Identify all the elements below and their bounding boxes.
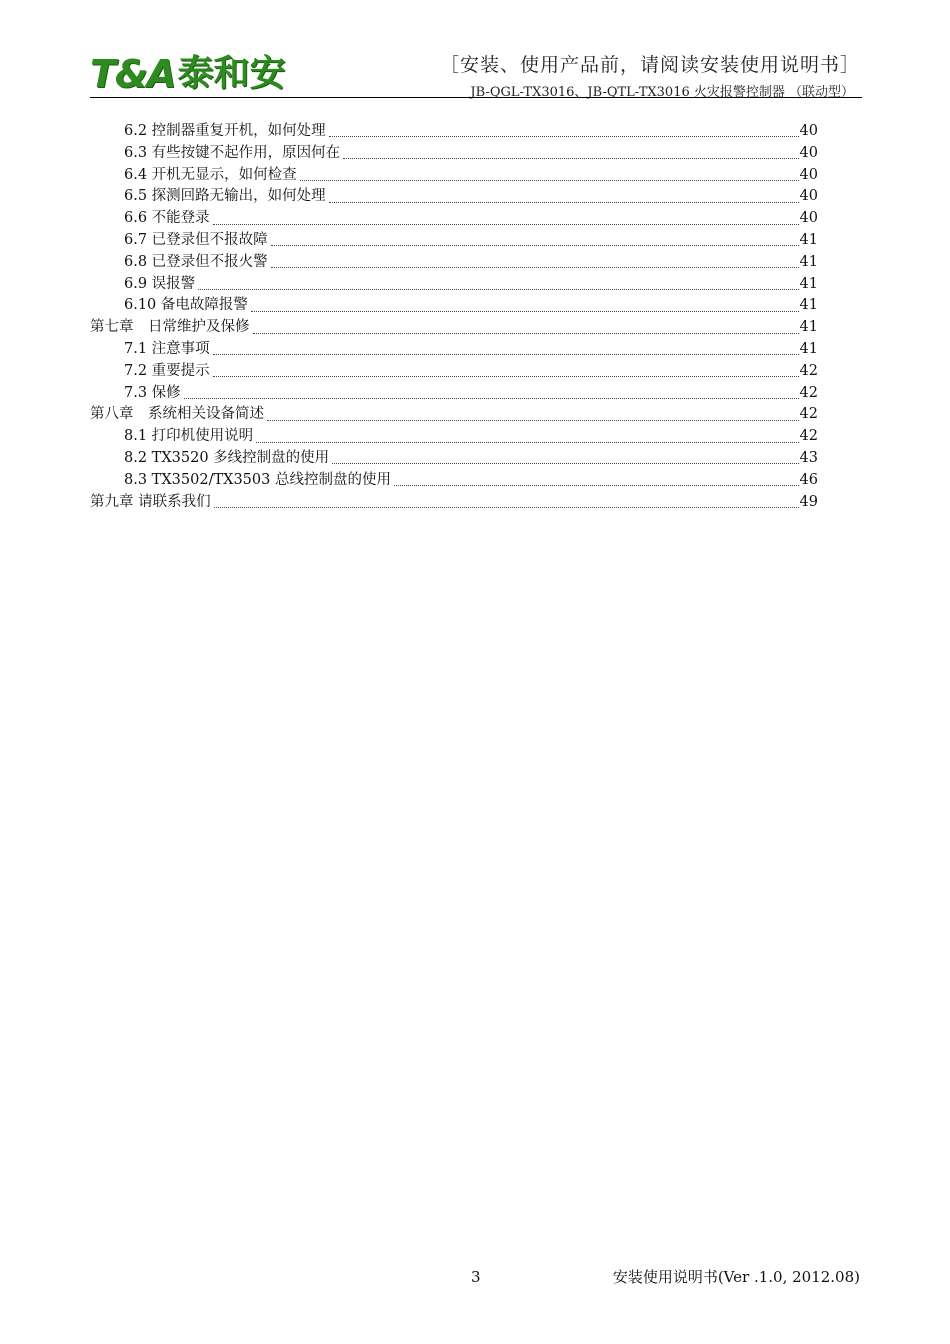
toc-entry-page: 40: [799, 188, 818, 205]
toc-dot-leader: [267, 420, 799, 421]
toc-dot-leader: [271, 267, 799, 268]
header-product-model: JB-QGL-TX3016、JB-QTL-TX3016 火灾报警控制器 （联动型）: [470, 85, 854, 100]
toc-entry[interactable]: [90, 492, 818, 514]
toc-entry[interactable]: [90, 470, 818, 492]
toc-entry-title: 6.7 已登录但不报故障: [124, 231, 268, 248]
toc-dot-leader: [214, 507, 799, 508]
toc-entry[interactable]: [90, 121, 818, 143]
logo-chinese-text: 泰和安: [177, 53, 286, 94]
toc-dot-leader: [394, 485, 799, 486]
table-of-contents: [90, 121, 818, 513]
toc-entry-page: 41: [799, 253, 818, 270]
toc-entry-title: 7.2 重要提示: [124, 362, 210, 379]
header-read-manual-note: ［安装、使用产品前，请阅读安装使用说明书］: [439, 54, 860, 76]
toc-dot-leader: [332, 463, 798, 464]
toc-entry-page: 41: [799, 275, 818, 292]
toc-dot-leader: [251, 311, 799, 312]
toc-entry-title: 7.1 注意事项: [124, 340, 210, 357]
toc-dot-leader: [184, 398, 799, 399]
toc-entry[interactable]: [90, 295, 818, 317]
toc-entry[interactable]: [90, 165, 818, 187]
toc-entry[interactable]: [90, 448, 818, 470]
toc-entry-title: 6.6 不能登录: [124, 210, 210, 227]
toc-entry-title: 6.5 探测回路无输出，如何处理: [124, 188, 326, 205]
toc-entry-title: 8.1 打印机使用说明: [124, 428, 254, 445]
toc-entry[interactable]: [90, 274, 818, 296]
page-header: [90, 50, 860, 98]
company-logo: [90, 52, 285, 96]
toc-entry-title: 第八章 系统相关设备简述: [90, 406, 264, 423]
toc-entry[interactable]: [90, 383, 818, 405]
toc-dot-leader: [329, 202, 799, 203]
toc-dot-leader: [271, 245, 799, 246]
toc-entry-title: 6.9 误报警: [124, 275, 196, 292]
toc-entry[interactable]: [90, 186, 818, 208]
footer-manual-version: 安装使用说明书(Ver .1.0, 2012.08): [612, 1268, 860, 1286]
header-divider: [90, 97, 862, 98]
toc-dot-leader: [253, 333, 799, 334]
toc-entry-page: 41: [799, 319, 818, 336]
toc-entry-page: 41: [799, 231, 818, 248]
toc-entry[interactable]: [90, 230, 818, 252]
toc-entry-title: 第九章 请联系我们: [90, 493, 211, 510]
toc-dot-leader: [300, 180, 799, 181]
toc-entry-page: 43: [799, 449, 818, 466]
toc-dot-leader: [213, 354, 799, 355]
toc-entry[interactable]: [90, 208, 818, 230]
toc-entry-title: 8.2 TX3520 多线控制盘的使用: [124, 449, 330, 466]
toc-entry-title: 6.2 控制器重复开机，如何处理: [124, 123, 326, 139]
toc-dot-leader: [329, 136, 799, 137]
toc-entry-page: 40: [799, 144, 818, 161]
toc-entry[interactable]: [90, 404, 818, 426]
toc-entry-page: 42: [799, 428, 818, 445]
toc-dot-leader: [213, 376, 799, 377]
toc-entry[interactable]: [90, 317, 818, 339]
toc-entry-title: 6.8 已登录但不报火警: [124, 253, 268, 270]
toc-entry-title: 6.10 备电故障报警: [124, 297, 248, 314]
toc-entry-page: 41: [799, 340, 818, 357]
toc-entry-page: 49: [799, 493, 818, 510]
toc-entry-title: 第七章 日常维护及保修: [90, 319, 250, 336]
footer-page-number: 3: [471, 1268, 481, 1286]
logo-latin-text: T&A: [90, 52, 176, 96]
toc-entry-page: 41: [799, 297, 818, 314]
toc-entry[interactable]: [90, 426, 818, 448]
toc-entry[interactable]: [90, 143, 818, 165]
toc-entry-title: 6.4 开机无显示，如何检查: [124, 166, 297, 183]
toc-entry-title: 8.3 TX3502/TX3503 总线控制盘的使用: [124, 471, 391, 488]
toc-entry-page: 46: [799, 471, 818, 488]
toc-entry-title: 7.3 保修: [124, 384, 181, 401]
toc-dot-leader: [343, 158, 798, 159]
toc-dot-leader: [213, 224, 799, 225]
toc-entry[interactable]: [90, 252, 818, 274]
toc-entry[interactable]: [90, 339, 818, 361]
toc-dot-leader: [198, 289, 798, 290]
toc-entry-page: 42: [799, 384, 818, 401]
toc-entry-page: 40: [799, 210, 818, 227]
toc-entry[interactable]: [90, 361, 818, 383]
toc-dot-leader: [256, 442, 798, 443]
toc-entry-page: 40: [799, 166, 818, 183]
toc-entry-title: 6.3 有些按键不起作用，原因何在: [124, 144, 341, 161]
toc-entry-page: 40: [799, 123, 818, 139]
toc-entry-page: 42: [799, 362, 818, 379]
toc-entry-page: 42: [799, 406, 818, 423]
